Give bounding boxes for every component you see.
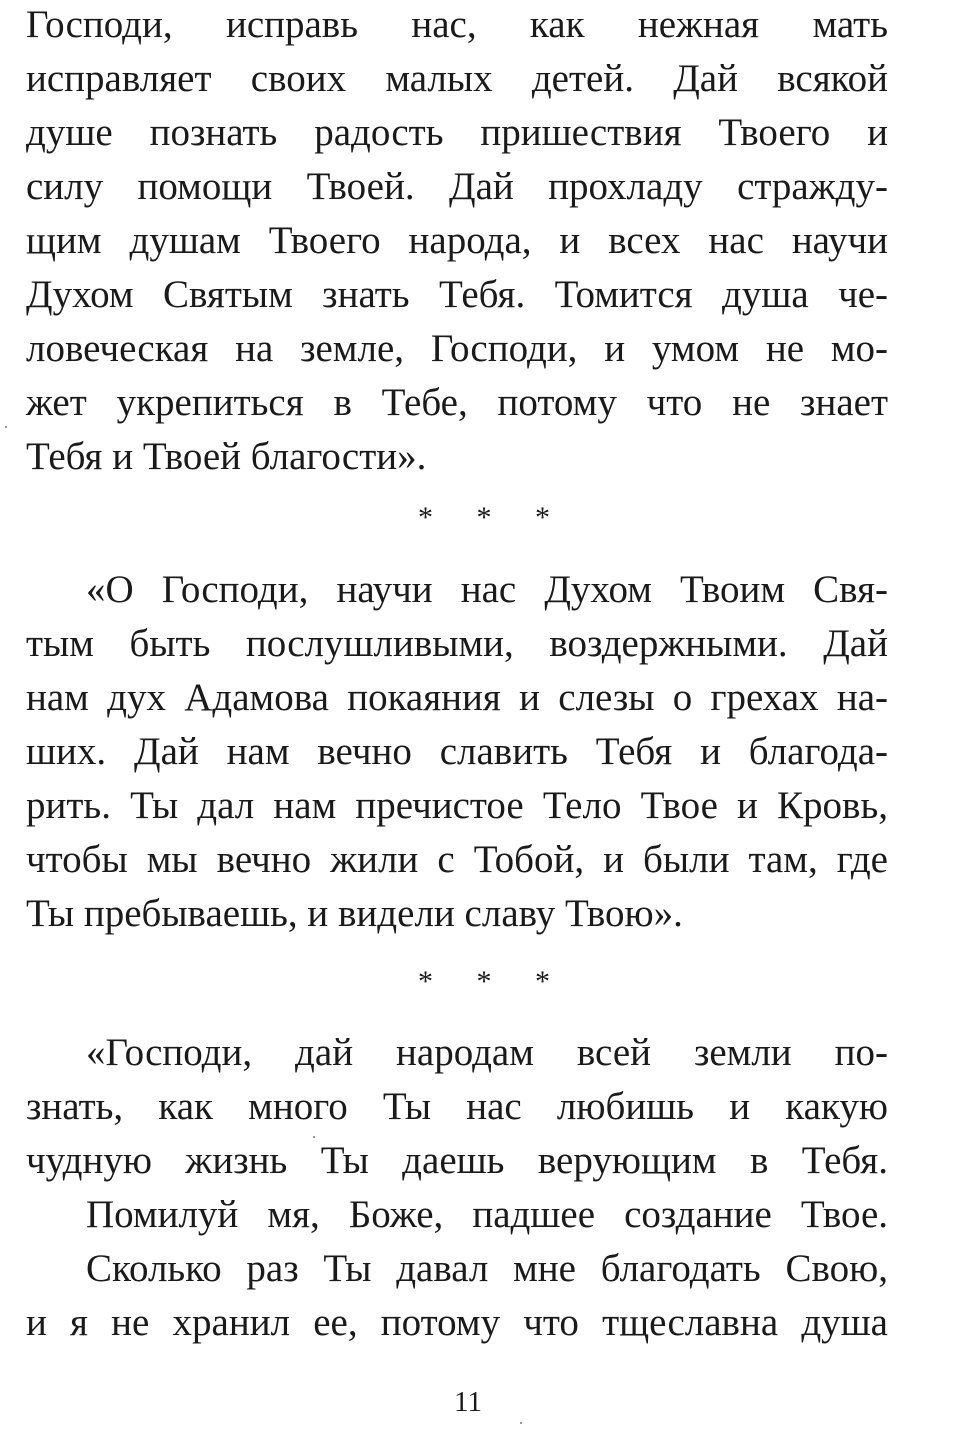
text-line: душе познать радость пришествия Твоего и (26, 111, 888, 154)
page-number: 11 (454, 1386, 482, 1418)
text-line: Тебя и Твоей благости». (26, 435, 427, 478)
text-line: ших. Дай нам вечно славить Тебя и благода- (26, 730, 888, 773)
paragraph-2 (26, 563, 888, 941)
text-line: и я не хранил ее, потому что тщеславна душа (26, 1301, 888, 1344)
text-line: нам дух Адамова покаяния и слезы о грехах на- (26, 676, 888, 719)
text-line: чудную жизнь Ты даешь верующим в Тебя. (26, 1139, 888, 1182)
section-separator: * * * (418, 965, 568, 998)
text-line: исправляет своих малых детей. Дай всякой (26, 57, 888, 100)
paragraph-5 (26, 1242, 888, 1350)
text-line: Помилуй мя, Боже, падшее создание Твое. (86, 1193, 888, 1236)
text-line: Господи, исправь нас, как нежная мать (26, 3, 888, 46)
text-line: чтобы мы вечно жили с Тобой, и были там, где (26, 838, 888, 881)
text-line: жет укрепиться в Тебе, потому что не знает (26, 381, 888, 424)
text-line: Ты пребываешь, и видели славу Твою». (26, 892, 683, 935)
section-separator: * * * (418, 501, 568, 534)
paragraph-4 (26, 1188, 888, 1242)
text-line: силу помощи Твоей. Дай прохладу стражду- (26, 165, 888, 208)
text-line: тым быть послушливыми, воздержными. Дай (26, 622, 888, 665)
text-line: рить. Ты дал нам пречистое Тело Твое и Кровь, (26, 784, 888, 827)
paragraph-1 (26, 0, 888, 484)
text-line: Сколько раз Ты давал мне благодать Свою, (86, 1247, 888, 1290)
scan-speck (520, 1422, 522, 1424)
text-line: «О Господи, научи нас Духом Твоим Свя- (86, 568, 888, 611)
text-line: щим душам Твоего народа, и всех нас научи (26, 219, 888, 262)
paragraph-3 (26, 1026, 888, 1188)
text-line: «Господи, дай народам всей земли по- (86, 1031, 888, 1074)
text-line: ловеческая на земле, Господи, и умом не мо- (26, 327, 888, 370)
scan-speck (5, 426, 7, 428)
text-line: знать, как много Ты нас любишь и какую (26, 1085, 888, 1128)
text-line: Духом Святым знать Тебя. Томится душа че- (26, 273, 888, 316)
scan-speck (313, 1136, 315, 1138)
